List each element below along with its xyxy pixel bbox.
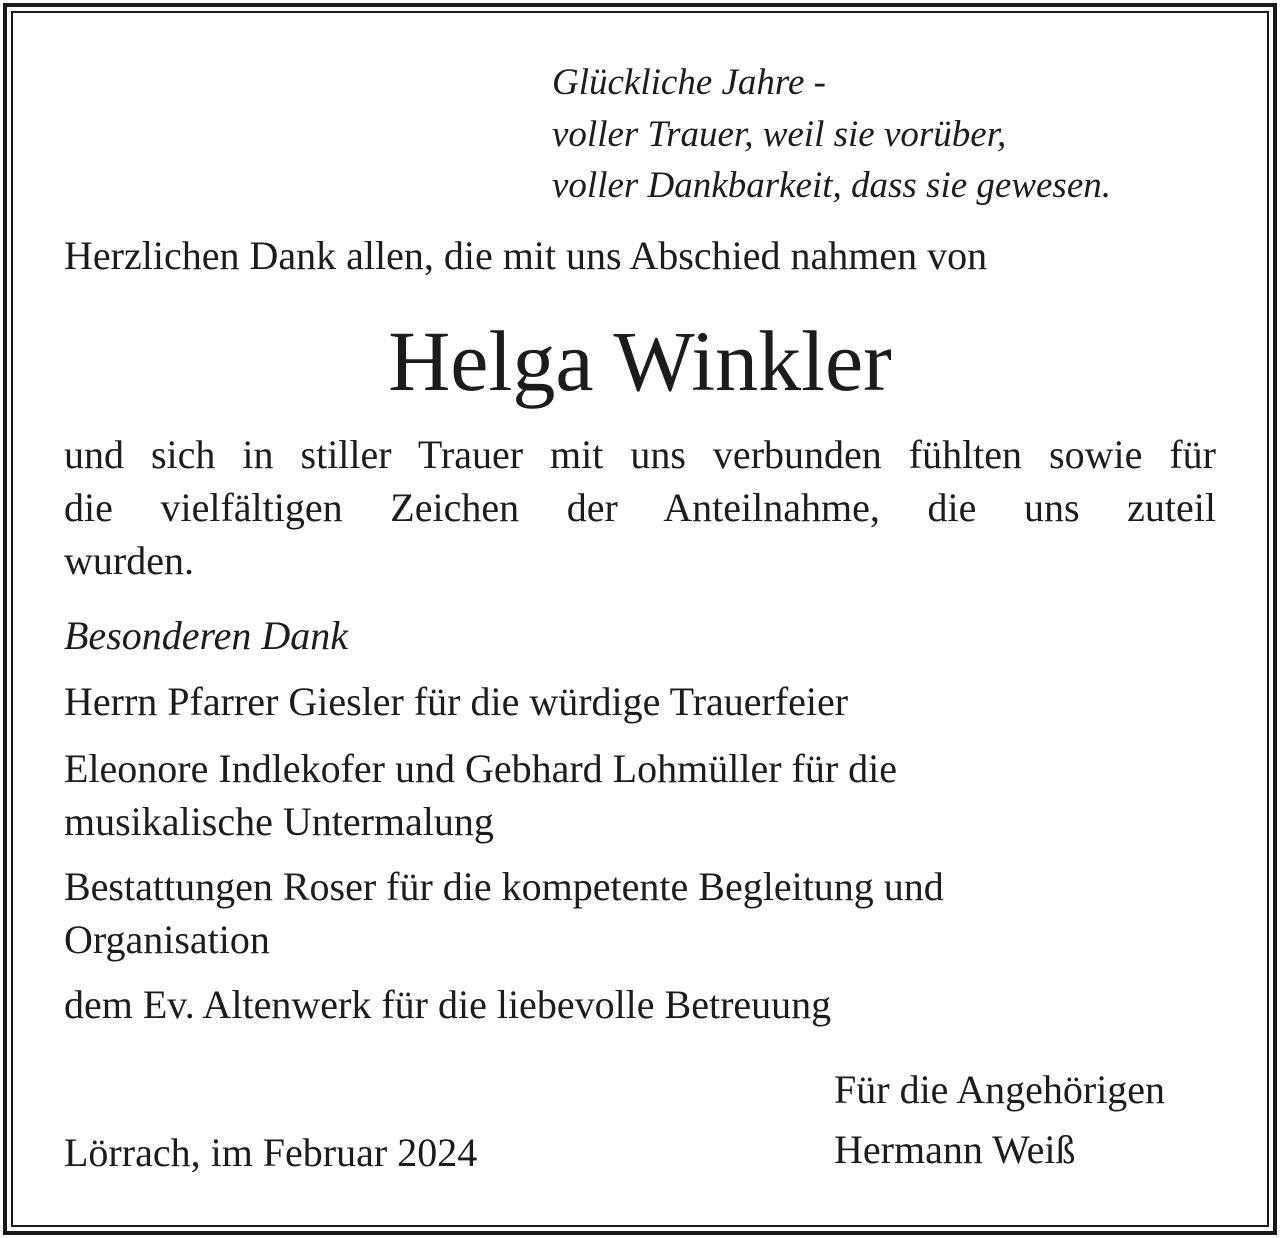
motto-line-2: voller Trauer, weil sie vorüber, (552, 114, 1007, 155)
deceased-name: Helga Winkler (388, 313, 892, 409)
thanks-item-2-line-2: musikalische Untermalung (64, 799, 494, 844)
paragraph-line-3: wurden. (64, 538, 194, 583)
motto-line-1: Glückliche Jahre - (552, 62, 826, 103)
paragraph-line-2: die vielfältigen Zeichen der Anteilnahme, die uns zuteil (64, 485, 1216, 530)
place-date: Lörrach, im Februar 2024 (64, 1130, 478, 1175)
thanks-paragraph (64, 428, 1216, 587)
thanks-item-3-line-2: Organisation (64, 917, 270, 962)
signature-line-2: Hermann Weiß (834, 1127, 1076, 1172)
special-thanks-heading: Besonderen Dank (64, 613, 348, 658)
intro-text: Herzlichen Dank allen, die mit uns Abschied nahmen von (64, 233, 988, 278)
thanks-item-4: dem Ev. Altenwerk für die liebevolle Betreuung (64, 982, 832, 1027)
paragraph-line-1: und sich in stiller Trauer mit uns verbunden fühlten sowie für (64, 432, 1216, 477)
motto-line-3: voller Dankbarkeit, dass sie gewesen. (552, 165, 1111, 206)
thanks-item-3-line-1: Bestattungen Roser für die kompetente Begleitung und (64, 864, 944, 909)
thanks-item-2-line-1: Eleonore Indlekofer und Gebhard Lohmüller für die (64, 746, 898, 791)
signature-line-1: Für die Angehörigen (834, 1067, 1166, 1112)
thanks-item-1: Herrn Pfarrer Giesler für die würdige Trauerfeier (64, 679, 849, 724)
